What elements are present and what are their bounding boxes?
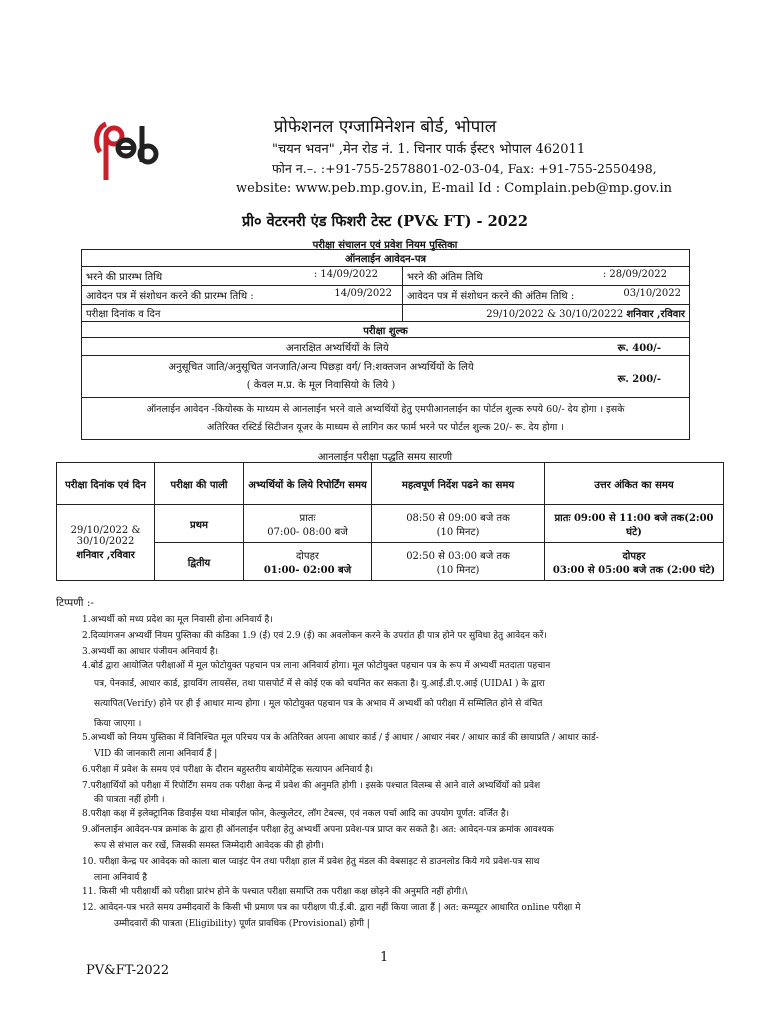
note-line: 1.अभ्यर्थी को मध्य प्रदेश का मूल निवासी होना अनिवार्य है। [82, 615, 273, 625]
reserved-fee-row [82, 356, 690, 398]
online-form-heading: ऑनलाईन आवेदन-पत्र [82, 250, 690, 267]
website-link[interactable]: website: www.peb.mp.gov.in, E-mail Id : Complain.peb@mp.gov.in [236, 181, 672, 196]
doc-code: PV&FT-2022 [86, 963, 170, 978]
shift-2-report [244, 543, 372, 581]
unreserved-fee: रू. 400/- [617, 342, 661, 354]
reserved-fee: रू. 200/- [617, 373, 661, 385]
shift-2-answer [545, 543, 724, 581]
correction-last-value: 03/10/2022 [623, 288, 681, 299]
col-exam-date: परीक्षा दिनांक एवं दिन [57, 463, 155, 505]
notes-heading: टिप्पणी :- [56, 597, 94, 609]
note-line: 2.दिव्यांगजन अभ्यर्थी नियम पुस्तिका की कंडिका 1.9 (ई) एवं 2.9 (ई) का अवलोकन करने के उपरांत ही पात्र होने पर सुविधा हेतु आवेदन करें। [82, 631, 547, 641]
schedule-heading: आनलाईन परीक्षा पद्धति समय सारणी [317, 452, 453, 463]
last-date-label: भरने की अंतिम तिथि [407, 272, 483, 283]
col-instruction-time: महत्वपूर्ण निर्देश पढने का समय [372, 463, 545, 505]
org-web [236, 181, 672, 196]
reserved-label: अनुसूचित जाति/अनुसूचित जनजाति/अन्य पिछड़ा वर्ग/ नि:शक्तजन अभ्यर्थियों के लिये [168, 361, 474, 373]
unreserved-label: अनारक्षित अभ्यर्थियों के लिये [286, 342, 389, 354]
shift-2-answer-b: 03:00 से 05:00 बजे तक (2:00 घंटे) [552, 564, 716, 576]
online-form-table [81, 249, 690, 440]
shift-1-report-b: 07:00- 08:00 बजे [267, 526, 348, 538]
schedule-date-2: 30/10/2022 [76, 535, 135, 547]
shift-2-instr-b: (10 मिनट) [436, 564, 480, 576]
schedule-days: शनिवार ,रविवार [76, 549, 135, 561]
col-answer-time: उत्तर अंकित का समय [545, 463, 724, 505]
org-name: प्रोफेशनल एग्जामिनेशन बोर्ड, भोपाल [273, 117, 497, 137]
correction-start-label: आवेदन पत्र में संशोधन करने की प्रारम्भ तिथि : [86, 291, 254, 302]
schedule-date-cell [57, 505, 155, 581]
start-date-label: भरने की प्रारम्भ तिथि [86, 272, 163, 283]
page-number: 1 [380, 950, 389, 965]
note-line: किया जाएगा । [94, 719, 142, 729]
shift-2-answer-a: दोपहर [622, 550, 646, 562]
org-address: "चयन भवन" ,मेन रोड नं. 1. चिनार पार्क ईस्ट९ भोपाल 462011 [272, 142, 586, 157]
shift-1-instr-b: (10 मिनट) [436, 526, 480, 538]
unreserved-fee-row [82, 338, 690, 356]
page-title: प्री० वेटरनरी एंड फिशरी टेस्ट (PV& FT) - 2022 [242, 213, 528, 230]
col-reporting-time: अभ्यर्थियों के लिये रिपोर्टिंग समय [244, 463, 372, 505]
note-line: 5.अभ्यर्थी को नियम पुस्तिका में विनिश्चित मूल परिचय पत्र के अतिरिक्त अपना आधार कार्ड / ई आधार / आधार नंबर / आधार कार्ड की छायाप्रति / आधार कार्ड- [82, 733, 599, 743]
start-date-value: : 14/09/2022 [313, 269, 378, 280]
shift-2-report-b: 01:00- 02:00 बजे [263, 564, 352, 576]
exam-days: शनिवार ,रविवार [626, 309, 685, 320]
shift-1-report-a: प्रातः [299, 512, 316, 524]
shift-1-instr-a: 08:50 से 09:00 बजे तक [406, 512, 510, 524]
shift-1-name: प्रथम [155, 505, 244, 543]
shift-2-name: द्वितीय [155, 543, 244, 581]
shift-1-instructions [372, 505, 545, 543]
page-subtitle: परीक्षा संचालन एवं प्रवेश नियम पुस्तिका [312, 240, 458, 251]
fee-heading: परीक्षा शुल्क [82, 322, 690, 338]
portal-fee-note [82, 398, 690, 440]
note-line: 12. आवेदन-पत्र भरते समय उम्मीदवारों के किसी भी प्रमाण पत्र का परीक्षण पी.ई.बी. द्वारा नहीं किया जाता हैं | अत: कम्प्यूटर आधारित online परीक्षा मे [82, 903, 581, 913]
note-line: पत्र, पेनकार्ड, आधार कार्ड, ड्रायविंग लायसेंस, तथा पासपोर्ट में से कोई एक को चयनित कर सकता है। यु.आई.डी.ए.आई (UIDAI ) के द्वारा [94, 679, 545, 689]
shift-2-instructions [372, 543, 545, 581]
exam-date-cell [403, 305, 690, 322]
start-date-cell [82, 267, 403, 286]
note-line: 3.अभ्यर्थी का आधार पंजीयन अनिवार्य है। [82, 647, 219, 657]
shift-2-instr-a: 02:50 से 03:00 बजे तक [406, 550, 510, 562]
exam-date-value: 29/10/2022 & 30/10/20222 [486, 309, 624, 320]
portal-note-line-2: अतिरिक्त रस्टिर्ड सिटीजन यूजर के माध्यम से लागिन कर फार्म भरने पर पोर्टल शुल्क 20/- रू. देय होगा । [206, 421, 565, 433]
note-line: सत्यापित(Verify) होने पर ही ई आधार मान्य होगा । मूल फोटोयुक्त पहचान पत्र के अभाव में अभ्यर्थी को परीक्षा में सम्मिलित होने से वंचित [94, 699, 543, 709]
note-line: 9.ऑनलाईन आवेदन-पत्र क्रमांक के द्वारा ही ऑनलाईन परीक्षा हेतु अभ्यर्थी अपना प्रवेश-पत्र प्राप्त कर सकते है। अत: आवेदन-पत्र क्रमांक आवश्यक [82, 825, 554, 835]
reserved-note: ( केवल म.प्र. के मूल निवासियो के लिये ) [246, 379, 396, 391]
note-line: 7.परीक्षार्थियों को परीक्षा में रिपोर्टिंग समय तक परीक्षा केन्द्र में प्रवेश की अनुमति होगी । इसके पश्चात विलम्ब से आने वाले अभ्यर्थियों को प्रवेश [82, 781, 541, 791]
note-line: 10. परीक्षा केन्द्र पर आवेदक को काला बाल प्वाइंट पेन तथा परीक्षा हाल में प्रवेश हेतु मंडल की वेबसाइट से डाउनलोड किये गये प्रवेश-पत्र साथ [82, 857, 540, 867]
last-date-cell [403, 267, 690, 286]
schedule-date-1: 29/10/2022 & [70, 524, 141, 536]
org-phone: फोन न.–. :+91-755-2578801-02-03-04, Fax: +91-755-2550498, [272, 161, 657, 176]
note-line: उम्मीदवारों की पात्रता (Eligibility) पूर्णत प्रावधिक (Provisional) होगी | [114, 919, 370, 929]
note-line: 11. किसी भी परीक्षार्थी को परीक्षा प्रारंभ होने के पश्चात परीक्षा समाप्ति तक परीक्षा कक्ष छोड़ने की अनुमति नहीं होगी।\ [82, 887, 468, 897]
schedule-table [56, 462, 724, 581]
exam-date-label: परीक्षा दिनांक व दिन [82, 305, 403, 322]
col-shift: परीक्षा की पाली [155, 463, 244, 505]
shift-1-report [244, 505, 372, 543]
correction-last-cell [403, 286, 690, 305]
note-line: VID की जानकारी लाना अनिवार्य हैं | [94, 749, 218, 759]
note-line: 4.बोर्ड द्वारा आयोजित परीक्षाओं में मूल फोटोयुक्त पहचान पत्र लाना अनिवार्य होगा। मूल फोटोयुक्त पहचान पत्र के रूप में अभ्यर्थी मतदाता पहचान [82, 661, 551, 671]
note-line: 8.परीक्षा कक्ष में इलेक्ट्रानिक डिवाईस यथा मोबाईल फोन, केल्कुलेटर, लॉग टेबल्स, एवं नकल पर्चा आदि का उपयोग पूर्णत: वर्जित है। [82, 809, 510, 819]
note-line: रूप से संभाल कर रखें, जिसकी समस्त जिम्मेदारी आवेदक की ही होगी। [94, 841, 324, 851]
note-line: की पात्रता नहीं होगी । [94, 795, 165, 805]
shift-2-report-a: दोपहर [296, 550, 319, 562]
correction-start-value: 14/09/2022 [334, 288, 392, 299]
note-line: लाना अनिवार्य है [94, 873, 148, 883]
portal-note-line-1: ऑनलाईन आवेदन -कियोस्क के माध्यम से आनलाईन भरने वाले अभ्यर्थियों हेतु एमपीआनलाईन का पोर्टल शुल्क रुपये 60/- देय होगा । इसके [146, 403, 625, 415]
correction-last-label: आवेदन पत्र में संशोधन करने की अंतिम तिथि : [407, 291, 575, 302]
note-line: 6.परीक्षा में प्रवेश के समय एवं परीक्षा के दौरान बहुस्तरीय बायोमेट्रिक सत्यापन अनिवार्य है। [82, 765, 374, 775]
last-date-value: : 28/09/2022 [602, 269, 667, 280]
correction-start-cell [82, 286, 403, 305]
shift-1-answer: प्रातः 09:00 से 11:00 बजे तक(2:00 घंटे) [545, 505, 724, 543]
